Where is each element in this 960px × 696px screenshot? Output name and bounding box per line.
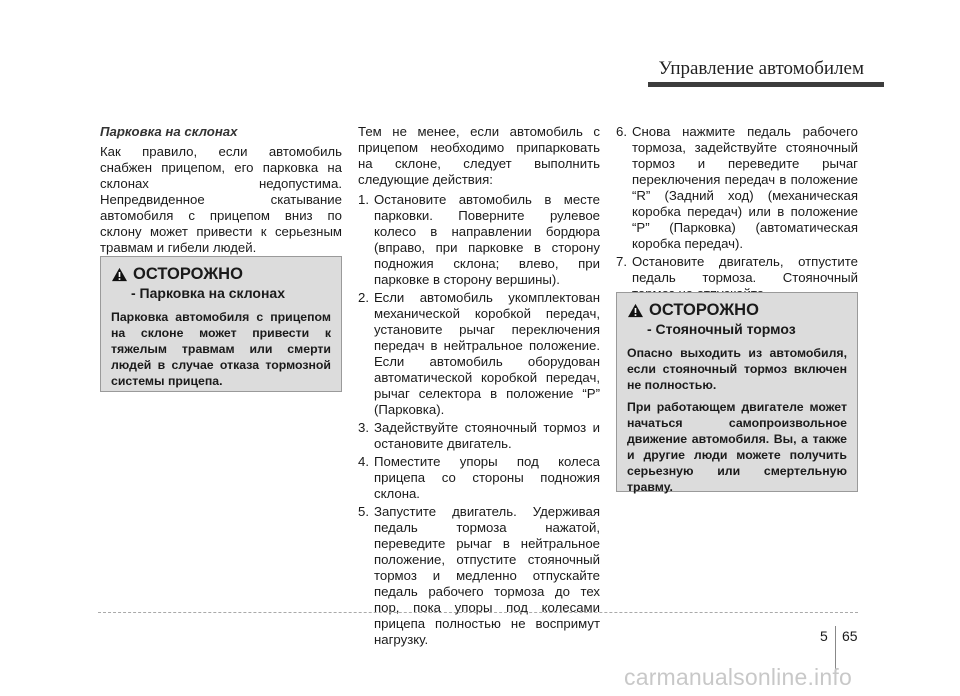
section-heading: Парковка на склонах xyxy=(100,124,238,139)
warning-text: Опасно выходить из автомобиля, если стояночный тормоз включен не полностью. xyxy=(627,346,847,392)
list-item: 6. Снова нажмите педаль рабочего тормоза, задействуйте стояночный тормоз и переведите рычаг переключения передач в положение “R” (Задний ход) (механическая коробка передач) или в положение “P” (Парковка) (автоматическая коробка передач). xyxy=(616,124,858,251)
list-item: 1. Остановите автомобиль в месте парковки. Поверните рулевое колесо в направлении бордюра (вправо, при парковке в сторону подножия склона; влево, при парковке в сторону вершины). xyxy=(358,192,600,287)
list-item: 3. Задействуйте стояночный тормоз и остановите двигатель. xyxy=(358,420,600,451)
warning-box-slopes xyxy=(100,256,342,392)
warning-title-text: ОСТОРОЖНО xyxy=(649,301,759,319)
list-item: 7. Остановите двигатель, отпустите педаль тормоза. Стояночный xyxy=(616,254,858,285)
warning-title xyxy=(627,301,847,319)
warning-triangle-icon xyxy=(111,267,128,282)
list-item: 4. Поместите упоры под колеса прицепа со стороны подножия склона. xyxy=(358,454,600,501)
paragraph-procedure-intro: Тем не менее, если автомобиль с прицепом необходимо припарковать на склоне, следует выполнить следующие действия: xyxy=(358,124,600,187)
warning-triangle-icon xyxy=(627,303,644,318)
footer-divider xyxy=(98,612,858,613)
warning-subtitle: - Стояночный тормоз xyxy=(647,321,796,337)
list-item: 5. Запустите двигатель. Удерживая педаль тормоза нажатой, переведите рычаг в нейтральное положение, отпустите стояночный тормоз и медленно отпускайте педаль рабочего тормоза до тех пор, пока упоры под колесами прицепа полностью не воспримут нагрузку. xyxy=(358,504,600,647)
warning-subtitle: - Парковка на склонах xyxy=(131,285,285,301)
warning-box-parking-brake xyxy=(616,292,858,492)
column-right xyxy=(616,124,858,304)
section-header-title: Управление автомобилем xyxy=(658,58,864,79)
chapter-number: 5 xyxy=(820,628,828,644)
warning-text: При работающем двигателе может начаться самопроизвольное движение автомобиля. Вы, а также и другие люди можете получить серьезную или смертельную травму. xyxy=(627,400,847,494)
list-item: 2. Если автомобиль укомплектован механической коробкой передач, установите рычаг переключения передач в нейтральное положение. Если автомобиль оборудован автоматической коробкой передач, рычаг селектора в положение “P” (Парковка). xyxy=(358,290,600,417)
warning-title-text: ОСТОРОЖНО xyxy=(133,265,243,283)
column-left xyxy=(100,124,342,256)
paragraph-intro: Как правило, если автомобиль снабжен прицепом, его парковка на склонах недопустима. Непредвиденное скатывание автомобиля с прицепом вниз по склону может привести к серьезным травмам и гибели людей. xyxy=(100,144,342,255)
header-bar xyxy=(648,82,884,87)
watermark: carmanualsonline.info xyxy=(624,664,852,690)
warning-text: Парковка автомобиля с прицепом на склоне может привести к тяжелым травмам или смерти людей в случае отказа тормозной системы прицепа. xyxy=(111,310,331,388)
warning-title xyxy=(111,265,331,283)
page-number: 65 xyxy=(842,628,858,644)
column-middle xyxy=(358,124,600,650)
